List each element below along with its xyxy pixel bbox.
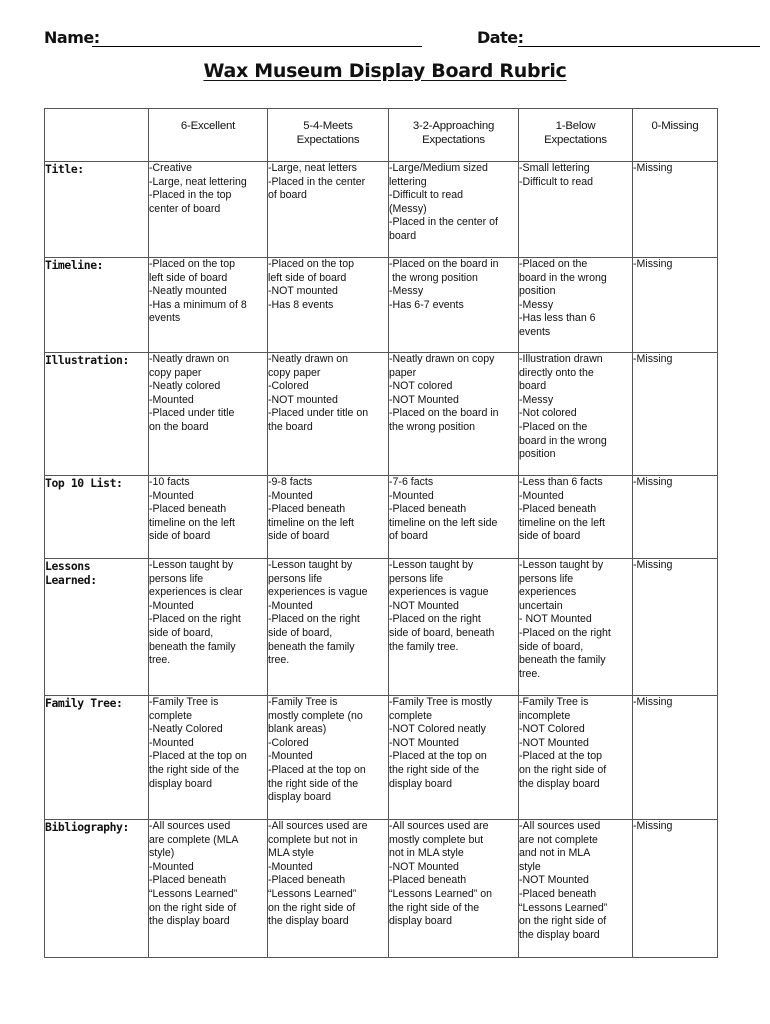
cell-text-line: -Lesson taught by — [149, 559, 234, 571]
cell-text-line: beneath the family — [519, 654, 606, 667]
column-header — [633, 109, 718, 162]
cell-text-line: -Large, neat lettering — [149, 175, 247, 188]
rubric-cell — [519, 476, 633, 559]
cell-text-line: events — [519, 325, 551, 338]
cell-text-line: tree. — [149, 654, 171, 667]
cell-text-line: complete — [389, 709, 432, 722]
cell-text-line: tree. — [268, 654, 290, 667]
cell-text-line: -Mounted — [149, 489, 194, 502]
cell-text-line: and not in MLA — [519, 847, 591, 860]
rubric-cell — [389, 696, 519, 820]
column-header-line: 1-Below — [555, 120, 596, 132]
criterion-label-line: Top 10 List: — [45, 476, 123, 490]
cell-text-line: -Difficult to read — [519, 175, 593, 188]
rubric-cell — [268, 162, 389, 258]
rubric-table — [44, 108, 718, 958]
cell-text-line: persons life — [268, 572, 323, 585]
criterion-label — [45, 820, 149, 958]
rubric-cell — [389, 162, 519, 258]
cell-text-line: persons life — [389, 572, 444, 585]
rubric-cell — [149, 476, 268, 559]
rubric-header-row — [45, 109, 718, 162]
cell-text-line: -Placed on the top — [268, 258, 354, 270]
cell-text-line: side of board, — [149, 626, 214, 639]
cell-text-line: -Placed beneath — [519, 887, 597, 900]
cell-text-line: -Missing — [633, 696, 673, 708]
rubric-cell — [633, 820, 718, 958]
column-header — [519, 109, 633, 162]
cell-text-line: -Large/Medium sized — [389, 162, 488, 174]
date-label: Date: — [477, 28, 524, 47]
rubric-cell — [389, 476, 519, 559]
rubric-cell — [633, 696, 718, 820]
date-blank-line[interactable] — [518, 46, 760, 47]
rubric-cell — [519, 353, 633, 476]
criterion-label — [45, 353, 149, 476]
cell-text-line: “Lessons Learned” — [268, 887, 357, 900]
cell-text-line: -Mounted — [268, 750, 313, 763]
cell-text-line: -NOT Mounted — [519, 736, 589, 749]
criterion-label-line: Learned: — [45, 573, 97, 587]
cell-text-line: the display board — [268, 915, 349, 928]
cell-text-line: -Placed beneath — [149, 874, 227, 887]
cell-text-line: the wrong position — [389, 420, 475, 433]
cell-text-line: -Has a minimum of 8 — [149, 298, 247, 311]
cell-text-line: -Colored — [268, 736, 309, 749]
rubric-cell — [633, 353, 718, 476]
cell-text-line: -Neatly Colored — [149, 723, 223, 736]
cell-text-line: -NOT colored — [389, 380, 453, 393]
cell-text-line: of board — [268, 189, 307, 202]
cell-text-line: -Mounted — [268, 489, 313, 502]
cell-text-line: -Mounted — [389, 489, 434, 502]
rubric-cell — [633, 258, 718, 353]
cell-text-line: directly onto the — [519, 366, 594, 379]
rubric-cell — [519, 696, 633, 820]
cell-text-line: -Missing — [633, 258, 673, 270]
criterion-label-line: Family Tree: — [45, 696, 123, 710]
cell-text-line: lettering — [389, 175, 427, 188]
rubric-row — [45, 476, 718, 559]
cell-text-line: -Missing — [633, 476, 673, 488]
cell-text-line: -Placed in the center — [268, 175, 366, 188]
column-header-line: 0-Missing — [651, 120, 699, 132]
rubric-row — [45, 559, 718, 696]
cell-text-line: -Difficult to read — [389, 189, 463, 202]
criterion-label — [45, 559, 149, 696]
cell-text-line: side of board — [149, 530, 211, 543]
rubric-cell — [389, 353, 519, 476]
cell-text-line: -Placed beneath — [268, 503, 346, 516]
cell-text-line: “Lessons Learned” — [519, 901, 608, 914]
cell-text-line: -Missing — [633, 162, 673, 174]
cell-text-line: side of board — [519, 530, 581, 543]
cell-text-line: the display board — [149, 915, 230, 928]
cell-text-line: side of board, — [519, 640, 584, 653]
cell-text-line: -Placed on the board in — [389, 258, 499, 270]
rubric-cell — [268, 476, 389, 559]
cell-text-line: -Placed in the center of — [389, 216, 498, 229]
cell-text-line: left side of board — [268, 271, 347, 284]
cell-text-line: -Small lettering — [519, 162, 590, 174]
cell-text-line: the board — [268, 420, 313, 433]
cell-text-line: mostly complete but — [389, 833, 484, 846]
cell-text-line: MLA style — [268, 847, 314, 860]
rubric-row — [45, 696, 718, 820]
cell-text-line: -NOT Mounted — [389, 736, 459, 749]
cell-text-line: -Large, neat letters — [268, 162, 357, 174]
cell-text-line: -Placed at the top on — [268, 763, 366, 776]
criterion-label-line: Bibliography: — [45, 820, 129, 834]
cell-text-line: -Messy — [389, 285, 424, 298]
rubric-cell — [268, 820, 389, 958]
cell-text-line: -Placed beneath — [519, 503, 597, 516]
name-label: Name: — [44, 28, 100, 47]
rubric-cell — [268, 559, 389, 696]
cell-text-line: -Neatly drawn on — [149, 353, 230, 365]
cell-text-line: -NOT mounted — [268, 393, 338, 406]
cell-text-line: -All sources used — [519, 820, 601, 832]
cell-text-line: beneath the family — [149, 640, 236, 653]
cell-text-line: style) — [149, 847, 175, 860]
rubric-cell — [149, 696, 268, 820]
cell-text-line: are complete (MLA — [149, 833, 239, 846]
criterion-label — [45, 476, 149, 559]
cell-text-line: -NOT mounted — [268, 285, 338, 298]
cell-text-line: -Placed beneath — [389, 503, 467, 516]
rubric-cell — [633, 476, 718, 559]
cell-text-line: -Family Tree is mostly — [389, 696, 493, 708]
cell-text-line: -Placed on the right — [149, 613, 241, 626]
cell-text-line: incomplete — [519, 709, 571, 722]
cell-text-line: -Missing — [633, 353, 673, 365]
cell-text-line: on the board — [149, 420, 209, 433]
cell-text-line: the family tree. — [389, 640, 459, 653]
cell-text-line: board — [519, 380, 547, 393]
cell-text-line: -Colored — [268, 380, 309, 393]
rubric-cell — [519, 162, 633, 258]
cell-text-line: -Placed under title on — [268, 407, 369, 420]
cell-text-line: -7-6 facts — [389, 476, 434, 488]
cell-text-line: -NOT Mounted — [389, 860, 459, 873]
rubric-cell — [149, 559, 268, 696]
cell-text-line: -Missing — [633, 820, 673, 832]
cell-text-line: -NOT Colored — [519, 723, 585, 736]
rubric-row — [45, 820, 718, 958]
cell-text-line: -Placed in the top — [149, 189, 232, 202]
criterion-label-line: Timeline: — [45, 258, 104, 272]
rubric-cell — [519, 258, 633, 353]
cell-text-line: -Has 8 events — [268, 298, 334, 311]
cell-text-line: -Has less than 6 — [519, 312, 596, 325]
cell-text-line: style — [519, 860, 541, 873]
cell-text-line: -Placed on the right — [389, 613, 481, 626]
cell-text-line: on the right side of — [268, 901, 356, 914]
cell-text-line: on the right side of — [519, 915, 607, 928]
page-title — [0, 60, 770, 82]
cell-text-line: -Mounted — [149, 393, 194, 406]
cell-text-line: -All sources used are — [389, 820, 489, 832]
cell-text-line: -Family Tree is — [519, 696, 589, 708]
rubric-corner-cell — [45, 109, 149, 162]
cell-text-line: the right side of the — [268, 777, 359, 790]
cell-text-line: board — [389, 229, 417, 242]
cell-text-line: the right side of the — [389, 901, 480, 914]
rubric-cell — [268, 696, 389, 820]
cell-text-line: -Neatly colored — [149, 380, 221, 393]
cell-text-line: -10 facts — [149, 476, 190, 488]
cell-text-line: -Has 6-7 events — [389, 298, 464, 311]
cell-text-line: -Illustration drawn — [519, 353, 603, 365]
cell-text-line: experiences — [519, 586, 577, 599]
rubric-row — [45, 258, 718, 353]
cell-text-line: position — [519, 448, 556, 461]
column-header-line: 3-2-Approaching — [412, 120, 495, 132]
cell-text-line: -Placed at the top on — [389, 750, 487, 763]
cell-text-line: the wrong position — [389, 271, 478, 284]
cell-text-line: -Creative — [149, 162, 192, 174]
cell-text-line: the right side of the — [389, 763, 480, 776]
rubric-cell — [389, 820, 519, 958]
cell-text-line: mostly complete (no — [268, 709, 363, 722]
cell-text-line: -Not colored — [519, 407, 577, 420]
cell-text-line: center of board — [149, 202, 221, 215]
cell-text-line: “Lessons Learned” — [149, 887, 238, 900]
rubric-cell — [519, 820, 633, 958]
cell-text-line: -Mounted — [149, 860, 194, 873]
cell-text-line: on the right side of — [149, 901, 237, 914]
cell-text-line: display board — [389, 777, 453, 790]
cell-text-line: - NOT Mounted — [519, 613, 592, 626]
cell-text-line: timeline on the left — [268, 516, 354, 529]
cell-text-line: -NOT Mounted — [519, 874, 589, 887]
cell-text-line: copy paper — [149, 366, 202, 379]
column-header — [149, 109, 268, 162]
rubric-cell — [149, 353, 268, 476]
cell-text-line: -Mounted — [519, 489, 564, 502]
column-header-line: Expectations — [544, 134, 607, 146]
cell-text-line: -NOT Colored neatly — [389, 723, 486, 736]
cell-text-line: -NOT Mounted — [389, 393, 459, 406]
cell-text-line: complete but not in — [268, 833, 358, 846]
cell-text-line: display board — [389, 915, 453, 928]
cell-text-line: persons life — [149, 572, 204, 585]
cell-text-line: -Placed on the right — [519, 626, 611, 639]
cell-text-line: -Placed beneath — [149, 503, 227, 516]
cell-text-line: display board — [149, 777, 213, 790]
rubric-cell — [519, 559, 633, 696]
cell-text-line: board in the wrong — [519, 434, 607, 447]
cell-text-line: -Missing — [633, 559, 673, 571]
cell-text-line: side of board — [268, 530, 330, 543]
column-header-line: 5-4-Meets — [303, 120, 353, 132]
cell-text-line: -Placed on the — [519, 258, 588, 270]
criterion-label-line: Illustration: — [45, 353, 129, 367]
cell-text-line: left side of board — [149, 271, 228, 284]
criterion-label — [45, 696, 149, 820]
cell-text-line: uncertain — [519, 599, 563, 612]
cell-text-line: -Mounted — [149, 736, 194, 749]
cell-text-line: events — [149, 312, 181, 325]
cell-text-line: of board — [389, 530, 428, 543]
column-header-line: Expectations — [296, 134, 360, 146]
cell-text-line: persons life — [519, 572, 574, 585]
header — [44, 26, 724, 52]
cell-text-line: -All sources used — [149, 820, 231, 832]
name-blank-line[interactable] — [92, 46, 422, 47]
cell-text-line: -Placed beneath — [389, 874, 467, 887]
cell-text-line: side of board, beneath — [389, 626, 495, 639]
cell-text-line: experiences is vague — [268, 586, 368, 599]
cell-text-line: -9-8 facts — [268, 476, 313, 488]
rubric-cell — [149, 820, 268, 958]
rubric-cell — [268, 353, 389, 476]
rubric-cell — [149, 162, 268, 258]
rubric-cell — [149, 258, 268, 353]
cell-text-line: side of board, — [268, 626, 333, 639]
rubric-cell — [268, 258, 389, 353]
cell-text-line: are not complete — [519, 833, 598, 846]
cell-text-line: “Lessons Learned” on — [389, 887, 493, 900]
cell-text-line: tree. — [519, 667, 541, 680]
cell-text-line: -All sources used are — [268, 820, 368, 832]
cell-text-line: -Messy — [519, 298, 554, 311]
cell-text-line: (Messy) — [389, 202, 427, 215]
column-header-line: Expectations — [422, 134, 485, 146]
cell-text-line: the right side of the — [149, 763, 240, 776]
criterion-label-line: Title: — [45, 162, 84, 176]
cell-text-line: -Family Tree is — [149, 696, 219, 708]
cell-text-line: -Mounted — [268, 599, 313, 612]
cell-text-line: -Mounted — [149, 599, 194, 612]
cell-text-line: -Placed on the right — [268, 613, 360, 626]
cell-text-line: -Mounted — [268, 860, 313, 873]
column-header-line: 6-Excellent — [180, 120, 236, 132]
cell-text-line: -Placed beneath — [268, 874, 346, 887]
cell-text-line: blank areas) — [268, 723, 327, 736]
criterion-label-line: Lessons — [45, 559, 91, 573]
cell-text-line: timeline on the left — [149, 516, 235, 529]
cell-text-line: experiences is clear — [149, 586, 243, 599]
rubric-cell — [633, 162, 718, 258]
rubric-cell — [389, 559, 519, 696]
rubric-cell — [633, 559, 718, 696]
cell-text-line: -NOT Mounted — [389, 599, 459, 612]
cell-text-line: complete — [149, 709, 192, 722]
rubric-row — [45, 353, 718, 476]
cell-text-line: beneath the family — [268, 640, 355, 653]
cell-text-line: copy paper — [268, 366, 321, 379]
cell-text-line: -Family Tree is — [268, 696, 338, 708]
cell-text-line: -Placed on the — [519, 420, 588, 433]
criterion-label — [45, 258, 149, 353]
cell-text-line: on the right side of — [519, 763, 607, 776]
cell-text-line: the display board — [519, 928, 600, 941]
criterion-label — [45, 162, 149, 258]
cell-text-line: -Placed on the board in — [389, 407, 499, 420]
rubric-row — [45, 162, 718, 258]
cell-text-line: experiences is vague — [389, 586, 489, 599]
cell-text-line: -Neatly drawn on copy — [389, 353, 495, 365]
rubric-cell — [389, 258, 519, 353]
cell-text-line: position — [519, 285, 556, 298]
column-header — [389, 109, 519, 162]
cell-text-line: -Neatly drawn on — [268, 353, 349, 365]
page-title-text: Wax Museum Display Board Rubric — [203, 60, 567, 82]
column-header — [268, 109, 389, 162]
cell-text-line: -Lesson taught by — [389, 559, 474, 571]
cell-text-line: timeline on the left side — [389, 516, 498, 529]
cell-text-line: -Placed at the top — [519, 750, 603, 763]
cell-text-line: display board — [268, 791, 332, 804]
cell-text-line: -Messy — [519, 393, 554, 406]
cell-text-line: -Lesson taught by — [268, 559, 353, 571]
cell-text-line: -Neatly mounted — [149, 285, 227, 298]
cell-text-line: -Less than 6 facts — [519, 476, 603, 488]
cell-text-line: -Lesson taught by — [519, 559, 604, 571]
cell-text-line: board in the wrong — [519, 271, 607, 284]
cell-text-line: the display board — [519, 777, 600, 790]
cell-text-line: paper — [389, 366, 417, 379]
cell-text-line: -Placed on the top — [149, 258, 235, 270]
cell-text-line: timeline on the left — [519, 516, 605, 529]
cell-text-line: not in MLA style — [389, 847, 464, 860]
cell-text-line: -Placed under title — [149, 407, 235, 420]
cell-text-line: -Placed at the top on — [149, 750, 247, 763]
